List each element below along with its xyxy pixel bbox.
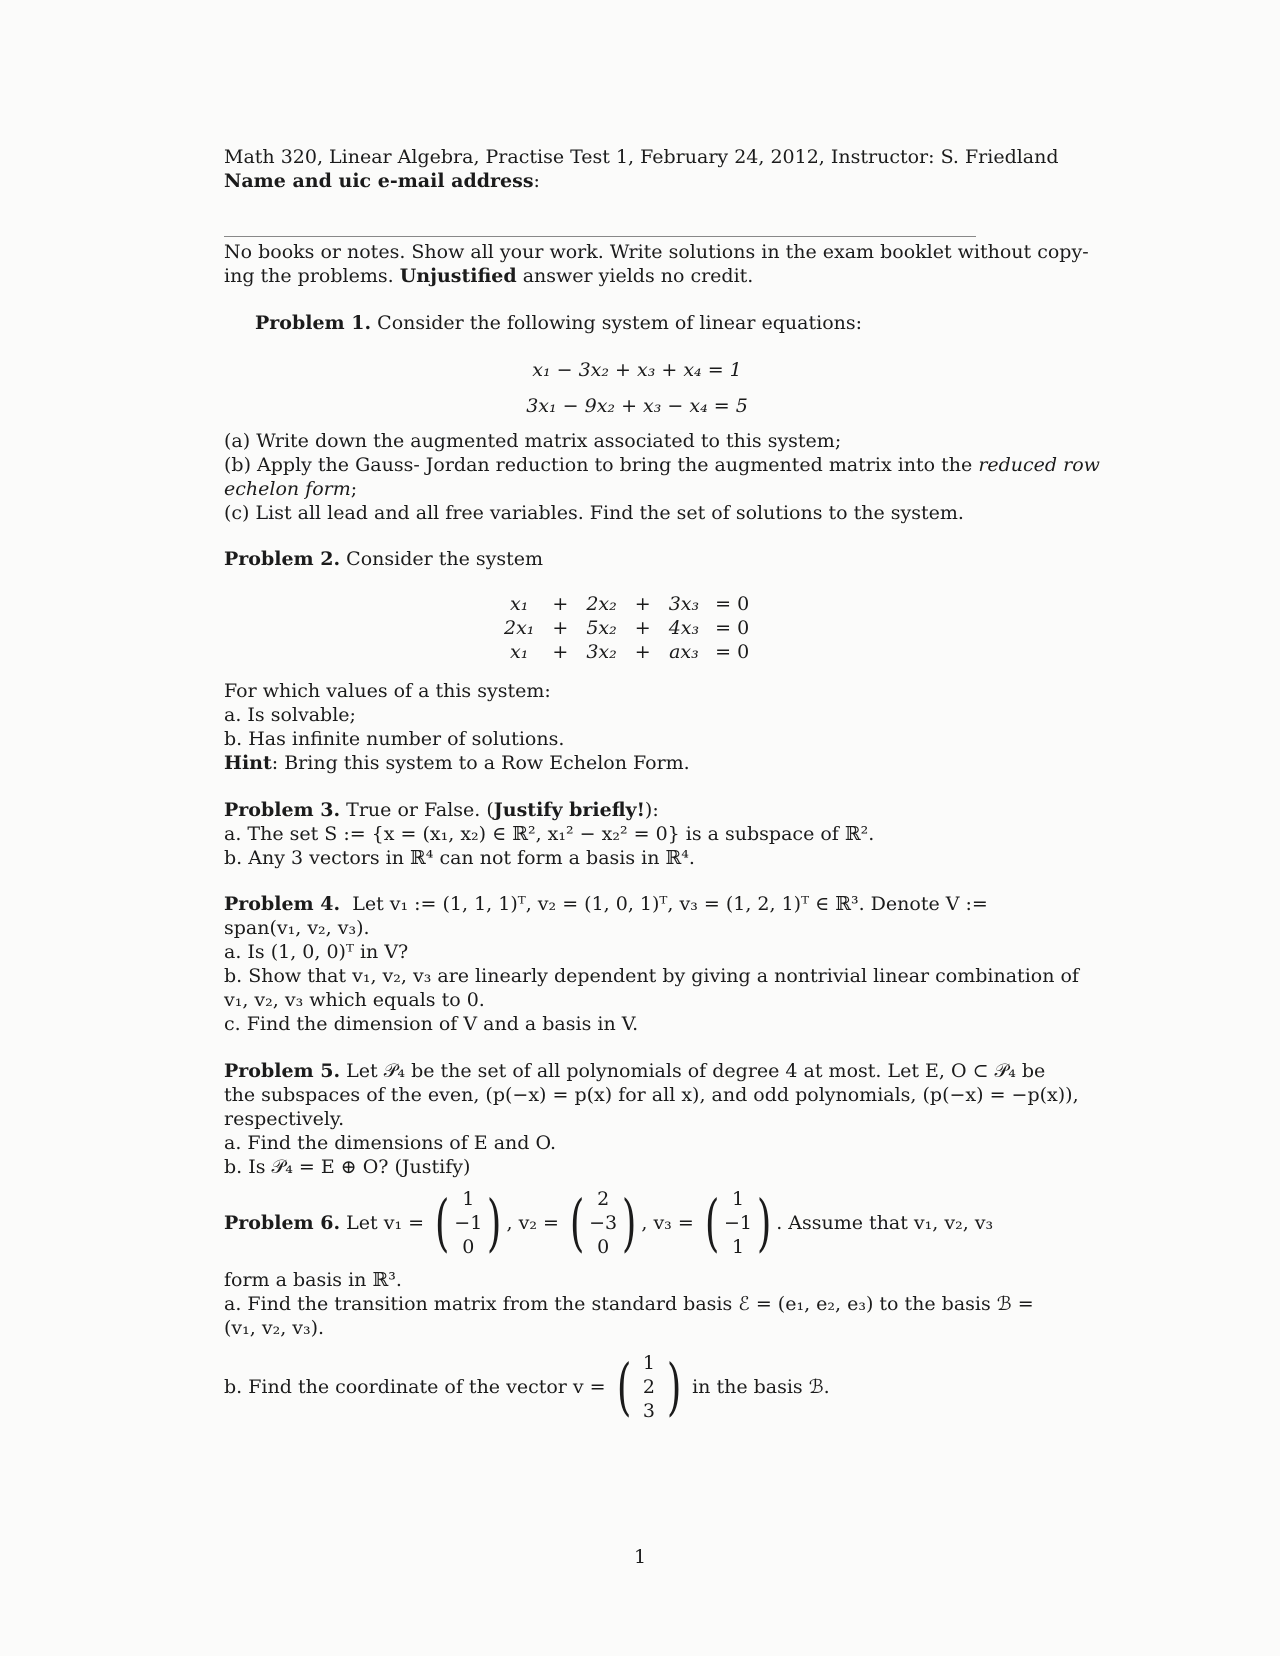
problem-1-part-b-cont: echelon form; [224, 478, 358, 500]
instructions [224, 240, 1089, 288]
problem-1-heading [255, 311, 1081, 335]
header [224, 145, 1059, 193]
problem-4-part-a: a. Is (1, 0, 0)ᵀ in V? [224, 941, 409, 963]
problem-4-line-2: span(v₁, v₂, v₃). [224, 917, 370, 939]
problem-5-part-b: b. Is 𝒫₄ = E ⊕ O? (Justify) [224, 1156, 471, 1178]
problem-4 [224, 892, 1079, 1036]
problem-1-text: Consider the following system of linear equations: [377, 312, 863, 334]
problem-2-heading [224, 547, 1050, 571]
problem-6-label: Problem 6. [224, 1212, 341, 1234]
problem-5-line-2: the subspaces of the even, (p(−x) = p(x) for all x), and odd polynomials, (p(−x) = −p(x)), [224, 1084, 1079, 1106]
problem-1-part-c: (c) List all lead and all free variables. Find the set of solutions to the system. [224, 502, 964, 524]
instructions-line-2: ing the problems. Unjustified answer yields no credit. [224, 265, 754, 287]
problem-2-part-a: a. Is solvable; [224, 704, 356, 726]
problem-2-hint: Hint: Bring this system to a Row Echelon Form. [224, 752, 690, 774]
problem-6-assume: . Assume that v₁, v₂, v₃ [776, 1212, 994, 1234]
problem-4-part-b: b. Show that v₁, v₂, v₃ are linearly dependent by giving a nontrivial linear combination of [224, 965, 1079, 987]
page-number: 1 [633, 1546, 647, 1568]
problem-6-text [224, 1268, 1050, 1340]
name-field-label: Name and uic e-mail address: [224, 170, 540, 192]
problem-5-line-3: respectively. [224, 1108, 345, 1130]
problem-1-part-b: (b) Apply the Gauss- Jordan reduction to bring the augmented matrix into the reduced row [224, 454, 1100, 476]
problem-6-vectors [224, 1180, 1050, 1266]
problem-3-part-a: a. The set S := {x = (x₁, x₂) ∈ ℝ², x₁² − x₂² = 0} is a subspace of ℝ². [224, 823, 875, 845]
system-row: x₁ + 2x₂ + 3x₃ = 0 [510, 593, 750, 615]
problem-3-part-b: b. Any 3 vectors in ℝ⁴ can not form a basis in ℝ⁴. [224, 847, 695, 869]
problem-6-part-a-cont: (v₁, v₂, v₃). [224, 1317, 325, 1339]
problem-1-part-a: (a) Write down the augmented matrix associated to this system; [224, 430, 842, 452]
problem-2-text: Consider the system [346, 548, 544, 570]
vector-v1: ( 1 −1 0 ) [434, 1186, 502, 1259]
problem-6-line-2: form a basis in ℝ³. [224, 1269, 402, 1291]
problem-3-heading: Problem 3. True or False. (Justify briefly!): [224, 799, 659, 821]
problem-1-parts [224, 429, 1100, 525]
problem-4-part-b-cont: v₁, v₂, v₃ which equals to 0. [224, 989, 485, 1011]
problem-6-v3-label: , v₃ = [641, 1212, 694, 1234]
problem-6-part-b-end: in the basis ℬ. [692, 1376, 830, 1398]
problem-1-equation-1: x₁ − 3x₂ + x₃ + x₄ = 1 [532, 359, 742, 381]
problem-6-part-b-text: b. Find the coordinate of the vector v = [224, 1376, 606, 1398]
instructions-line-1: No books or notes. Show all your work. Write solutions in the exam booklet without copy- [224, 241, 1089, 263]
system-row: 2x₁ + 5x₂ + 4x₃ = 0 [504, 617, 750, 639]
problem-5 [224, 1059, 1079, 1179]
problem-4-part-c: c. Find the dimension of V and a basis in V. [224, 1013, 639, 1035]
problem-5-part-a: a. Find the dimensions of E and O. [224, 1132, 556, 1154]
problem-2-question: For which values of a this system: [224, 680, 551, 702]
problem-1-equation-2: 3x₁ − 9x₂ + x₃ − x₄ = 5 [526, 395, 748, 417]
problem-2-part-b: b. Has infinite number of solutions. [224, 728, 565, 750]
problem-2-system [496, 592, 757, 664]
problem-6-let: Let v₁ = [346, 1212, 425, 1234]
system-row: x₁ + 3x₂ + ax₃ = 0 [510, 641, 750, 663]
problem-6-v2-label: , v₂ = [506, 1212, 559, 1234]
problem-2-label: Problem 2. [224, 548, 341, 570]
problem-3 [224, 798, 1050, 870]
vector-v: ( 1 2 3 ) [616, 1350, 682, 1423]
vector-v3: ( 1 −1 1 ) [704, 1186, 772, 1259]
problem-6-part-b [224, 1344, 1050, 1430]
problem-1-label: Problem 1. [255, 312, 372, 334]
problem-5-line-1: Problem 5. Let 𝒫₄ be the set of all polynomials of degree 4 at most. Let E, O ⊂ 𝒫₄ be [224, 1060, 1046, 1082]
exam-title: Math 320, Linear Algebra, Practise Test 1, February 24, 2012, Instructor: S. Friedland [224, 146, 1059, 168]
problem-2-questions [224, 679, 1050, 775]
vector-v2: ( 2 −3 0 ) [569, 1186, 637, 1259]
problem-6-part-a: a. Find the transition matrix from the standard basis ℰ = (e₁, e₂, e₃) to the basis ℬ = [224, 1293, 1034, 1315]
name-answer-line [224, 236, 976, 237]
problem-4-line-1: Problem 4. Let v₁ := (1, 1, 1)ᵀ, v₂ = (1, 0, 1)ᵀ, v₃ = (1, 2, 1)ᵀ ∈ ℝ³. Denote V := [224, 893, 988, 915]
